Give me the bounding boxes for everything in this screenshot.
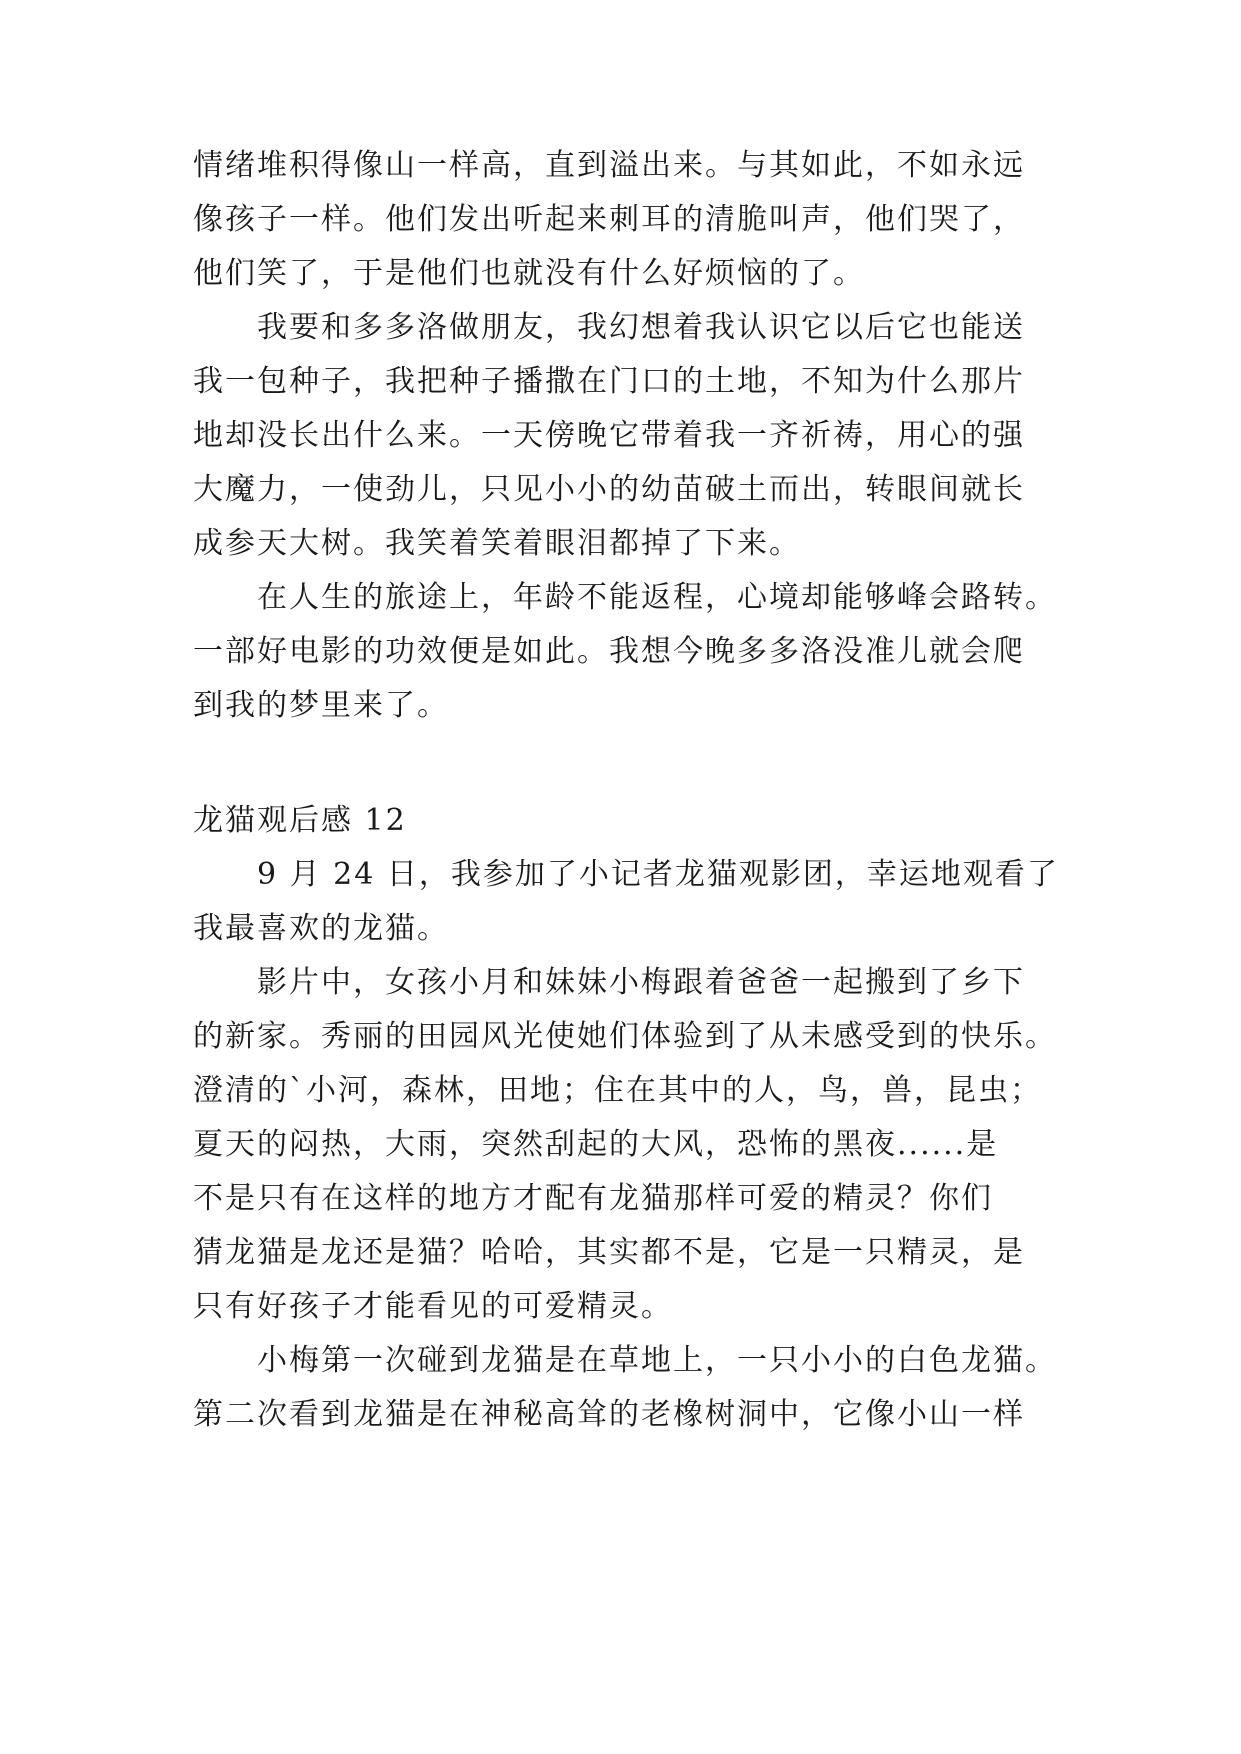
paragraph-line: 小梅第一次碰到龙猫是在草地上，一只小小的白色龙猫。 [257,1343,1057,1378]
paragraph-line: 的新家。秀丽的田园风光使她们体验到了从未感受到的快乐。 [193,1019,1057,1054]
section-heading: 龙猫观后感 12 [193,803,407,838]
paragraph-line: 他们笑了，于是他们也就没有什么好烦恼的了。 [193,256,865,291]
paragraph-line: 不是只有在这样的地方才配有龙猫那样可爱的精灵？你们 [193,1181,993,1216]
paragraph-line: 猜龙猫是龙还是猫？哈哈，其实都不是，它是一只精灵，是 [193,1235,1025,1270]
paragraph-line: 第二次看到龙猫是在神秘高耸的老橡树洞中，它像小山一样 [193,1397,1025,1432]
paragraph-line: 成参天大树。我笑着笑着眼泪都掉了下来。 [193,526,801,561]
paragraph-line: 在人生的旅途上，年龄不能返程，心境却能够峰会路转。 [257,580,1057,615]
paragraph-line: 影片中，女孩小月和妹妹小梅跟着爸爸一起搬到了乡下 [257,965,1025,1000]
paragraph-line: 我最喜欢的龙猫。 [193,911,449,946]
paragraph-line: 情绪堆积得像山一样高，直到溢出来。与其如此，不如永远 [193,148,1025,183]
paragraph-line: 大魔力，一使劲儿，只见小小的幼苗破土而出，转眼间就长 [193,472,1025,507]
paragraph-line: 一部好电影的功效便是如此。我想今晚多多洛没准儿就会爬 [193,634,1025,669]
paragraph-line: 像孩子一样。他们发出听起来刺耳的清脆叫声，他们哭了， [193,202,1025,237]
paragraph-line: 只有好孩子才能看见的可爱精灵。 [193,1289,673,1324]
paragraph-line: 我一包种子，我把种子播撒在门口的土地，不知为什么那片 [193,364,1025,399]
paragraph-line: 9 月 24 日，我参加了小记者龙猫观影团，幸运地观看了 [257,857,1059,892]
paragraph-line: 地却没长出什么来。一天傍晚它带着我一齐祈祷，用心的强 [193,418,1025,453]
paragraph-line: 我要和多多洛做朋友，我幻想着我认识它以后它也能送 [257,310,1025,345]
paragraph-line: 澄清的`小河，森林，田地；住在其中的人，鸟，兽，昆虫； [193,1073,1042,1108]
paragraph-line: 夏天的闷热，大雨，突然刮起的大风，恐怖的黑夜......是 [193,1127,999,1162]
paragraph-line: 到我的梦里来了。 [193,688,449,723]
